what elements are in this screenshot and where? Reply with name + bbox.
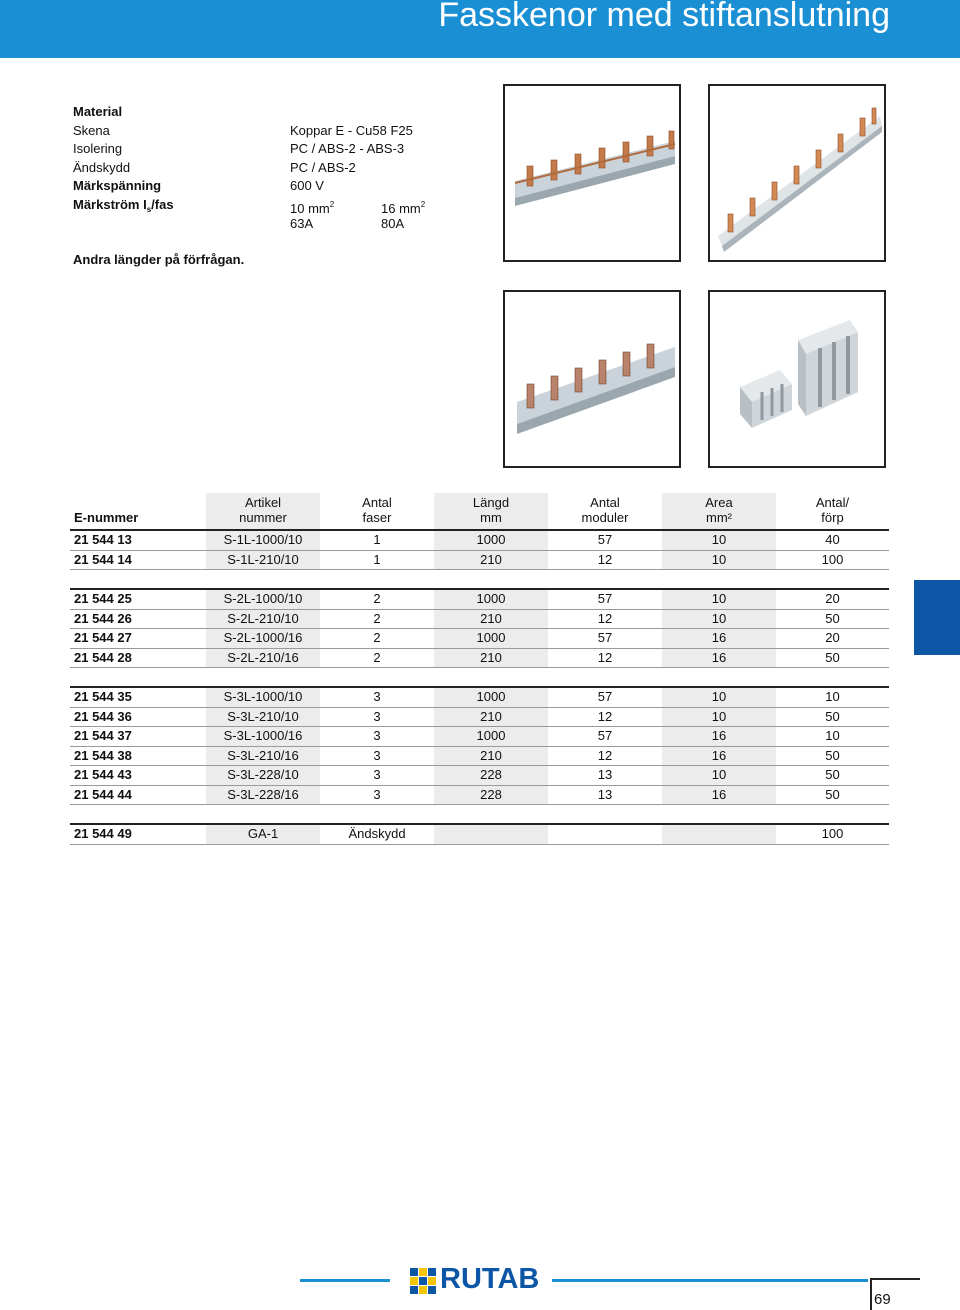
table-cell: S-1L-210/10 [206,550,320,570]
table-cell: 21 544 25 [70,589,206,609]
table-cell: S-2L-1000/10 [206,589,320,609]
table-cell: 10 [662,766,776,786]
spec-label: Skena [73,122,110,138]
table-cell: 210 [434,746,548,766]
table-cell [662,824,776,844]
table-cell: S-3L-210/10 [206,707,320,727]
table-cell: S-3L-1000/16 [206,727,320,747]
table-cell: 21 544 27 [70,629,206,649]
table-cell: 10 [662,687,776,707]
table-cell: 10 [662,609,776,629]
table-cell: 57 [548,727,662,747]
end-cap-image [708,290,886,468]
table-cell: 13 [548,785,662,805]
product-image-long [708,84,886,262]
table-cell: S-2L-210/16 [206,648,320,668]
table-row [70,687,889,707]
product-image-1l [503,84,681,262]
table-cell: 10 [662,589,776,609]
table-row [70,550,889,570]
table-cell: 50 [776,766,889,786]
table-cell: 12 [548,609,662,629]
table-cell: 10 [662,707,776,727]
table-cell: 20 [776,629,889,649]
col-header: Antal/ förp [776,493,889,530]
table-row [70,609,889,629]
table-cell: 3 [320,707,434,727]
table-row [70,530,889,550]
note: Andra längder på förfrågan. [73,252,245,267]
table-cell: 12 [548,707,662,727]
table-cell: 1 [320,550,434,570]
table-cell: 16 [662,727,776,747]
table-row [70,766,889,786]
table-cell: 12 [548,550,662,570]
table-cell: S-3L-210/16 [206,746,320,766]
table-cell: 228 [434,785,548,805]
spec-label: Ändskydd [73,159,131,175]
table-cell: 21 544 43 [70,766,206,786]
table-cell: 20 [776,589,889,609]
table-cell: 57 [548,530,662,550]
table-cell: 13 [548,766,662,786]
table-cell: 2 [320,609,434,629]
table-cell: 3 [320,766,434,786]
table-cell: 210 [434,550,548,570]
table-cell: 21 544 28 [70,648,206,668]
table-cell: 12 [548,746,662,766]
table-cell: 40 [776,530,889,550]
table-cell: 3 [320,687,434,707]
area-16: 16 $mm^2$ [381,199,426,216]
table-cell: 210 [434,648,548,668]
spec-value: 600 V [290,178,324,194]
amp-80: 80A [381,215,405,231]
table-cell: S-3L-228/16 [206,785,320,805]
page-title: Fasskenor med stiftanslutning [438,0,890,34]
table-cell: 21 544 13 [70,530,206,550]
table-cell: 50 [776,648,889,668]
group-spacer [70,668,889,688]
table-cell: S-2L-1000/16 [206,629,320,649]
table-cell: 16 [662,785,776,805]
table-cell: 10 [776,687,889,707]
rutab-logo-icon [410,1268,436,1294]
table-cell: S-3L-1000/10 [206,687,320,707]
table-cell: 12 [548,648,662,668]
table-cell: 50 [776,707,889,727]
table-cell: S-3L-228/10 [206,766,320,786]
table-cell: 100 [776,550,889,570]
col-header: Antal moduler [548,493,662,530]
table-cell: 57 [548,629,662,649]
current-label: Märkström $I_s$/fas [73,196,174,214]
table-cell: 1 [320,530,434,550]
table-cell [434,824,548,844]
spec-label: Isolering [73,141,123,157]
table-cell: 10 [662,550,776,570]
col-header: Area mm² [662,493,776,530]
table-cell: 228 [434,766,548,786]
spec-value: PC / ABS-2 [290,159,356,175]
table-cell: 1000 [434,589,548,609]
page-number: 69 [874,1291,891,1308]
table-cell: 21 544 14 [70,550,206,570]
table-cell: 2 [320,648,434,668]
rutab-logo: RUTAB [440,1263,540,1295]
table-cell: 1000 [434,629,548,649]
table-cell: 21 544 49 [70,824,206,844]
page-header [0,0,960,58]
col-header: E-nummer [70,493,206,530]
footer-rule-left [300,1279,390,1282]
table-cell: 21 544 35 [70,687,206,707]
table-cell: 21 544 26 [70,609,206,629]
amp-63: 63A [290,215,314,231]
table-row [70,727,889,747]
col-header: Artikel nummer [206,493,320,530]
table-cell: 57 [548,687,662,707]
table-cell: 210 [434,707,548,727]
table-cell: S-2L-210/10 [206,609,320,629]
table-cell: 57 [548,589,662,609]
product-image-3l [503,290,681,468]
spec-value: Koppar E - Cu58 F25 [290,122,413,138]
spec-label: Märkspänning [73,178,162,194]
table-cell: 2 [320,589,434,609]
table-row [70,589,889,609]
table-cell: 1000 [434,687,548,707]
table-cell: 1000 [434,530,548,550]
table-cell: 50 [776,785,889,805]
area-10: 10 $mm^2$ [290,199,335,216]
table-header-row [70,493,889,530]
table-cell: 100 [776,824,889,844]
table-cell: 16 [662,648,776,668]
table-cell: 16 [662,629,776,649]
table-row [70,629,889,649]
footer-rule-right [552,1279,868,1282]
table-cell [548,824,662,844]
table-cell: 2 [320,629,434,649]
table-row [70,707,889,727]
table-cell: 21 544 37 [70,727,206,747]
col-header: Antal faser [320,493,434,530]
group-spacer [70,805,889,825]
table-cell: 1000 [434,727,548,747]
group-spacer [70,570,889,590]
table-row [70,746,889,766]
table-cell: 21 544 36 [70,707,206,727]
table-cell: 10 [776,727,889,747]
table-cell: 10 [662,530,776,550]
table-cell: GA-1 [206,824,320,844]
table-row [70,824,889,844]
table-cell: 21 544 44 [70,785,206,805]
table-cell: 3 [320,785,434,805]
table-row [70,648,889,668]
table-cell: 50 [776,746,889,766]
table-cell: S-1L-1000/10 [206,530,320,550]
table-cell: 16 [662,746,776,766]
spec-value: PC / ABS-2 - ABS-3 [290,141,405,157]
table-cell: 210 [434,609,548,629]
table-row [70,785,889,805]
material-heading: Material [73,104,123,119]
product-table [70,493,889,845]
table-cell: 3 [320,727,434,747]
table-cell: Ändskydd [320,824,434,844]
table-cell: 50 [776,609,889,629]
section-tab [914,580,960,655]
col-header: Längd mm [434,493,548,530]
table-cell: 21 544 38 [70,746,206,766]
table-cell: 3 [320,746,434,766]
